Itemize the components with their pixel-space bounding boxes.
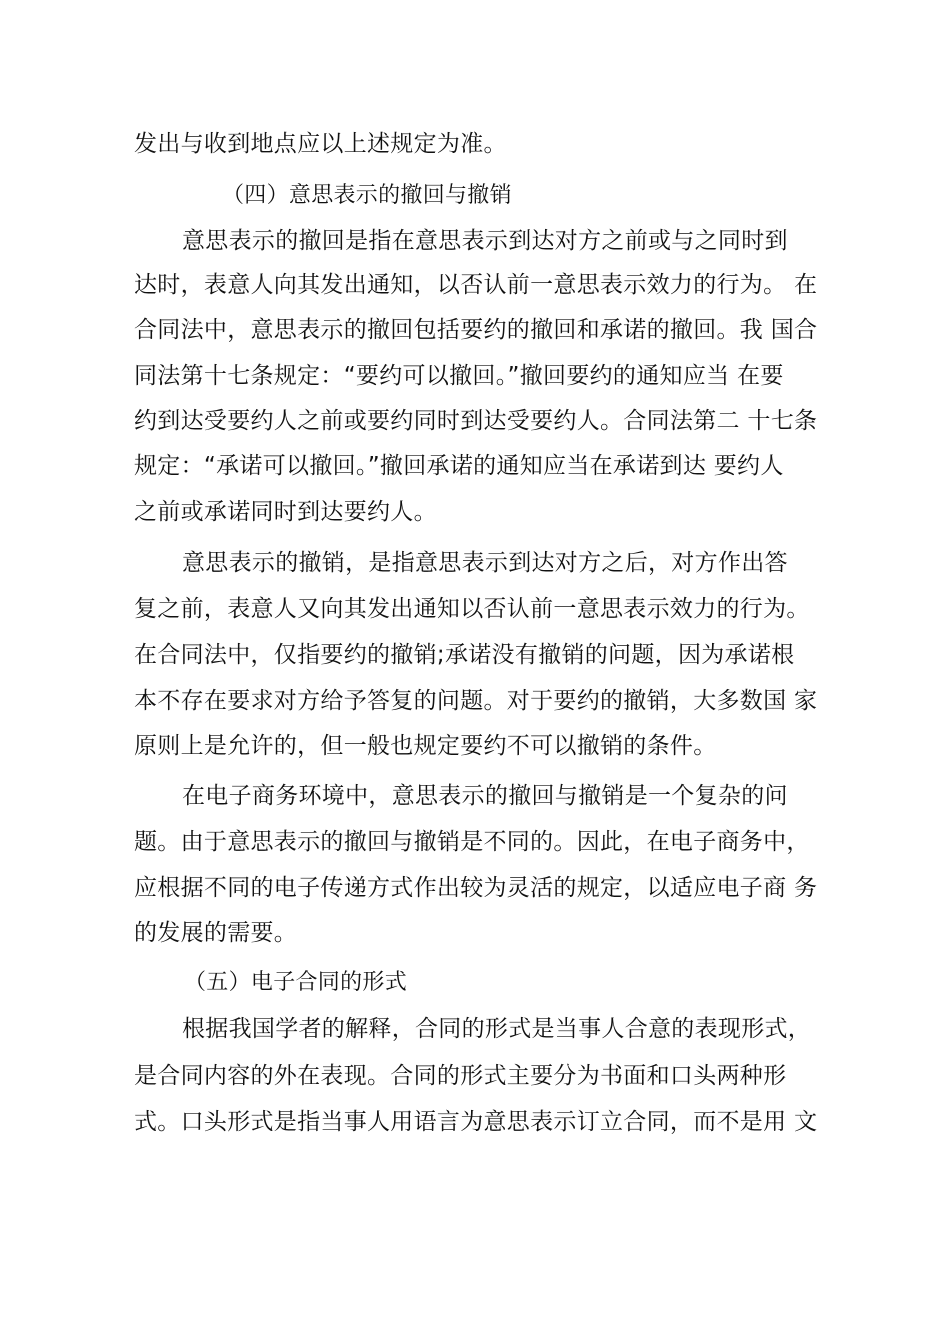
paragraph-line: 在电子商务环境中，意思表示的撤回与撤销是一个复杂的问 [182, 783, 788, 809]
paragraph-line: 是合同内容的外在表现。合同的形式主要分为书面和口头两种形 [134, 1063, 787, 1089]
paragraph-line: 式。口头形式是指当事人用语言为意思表示订立合同，而不是用 文 [134, 1109, 818, 1135]
paragraph-line: 的发展的需要。 [134, 920, 298, 946]
paragraph-line: 题。由于意思表示的撤回与撤销是不同的。因此，在电子商务中， [134, 829, 810, 855]
paragraph-line: 发出与收到地点应以上述规定为准。 [134, 131, 507, 157]
paragraph-line: 根据我国学者的解释，合同的形式是当事人合意的表现形式， [182, 1016, 812, 1042]
paragraph-line: 同法第十七条规定：“要约可以撤回。”撤回要约的通知应当 在要 [134, 363, 784, 389]
paragraph-line: 复之前，表意人又向其发出通知以否认前一意思表示效力的行为。 [134, 596, 810, 622]
paragraph-line: 意思表示的撤销，是指意思表示到达对方之后，对方作出答 [182, 550, 788, 576]
paragraph-line: 原则上是允许的，但一般也规定要约不可以撤销的条件。 [134, 733, 717, 759]
paragraph-line: 之前或承诺同时到达要约人。 [134, 499, 437, 525]
paragraph-line: 合同法中，意思表示的撤回包括要约的撤回和承诺的撤回。我 国合 [134, 317, 818, 343]
paragraph-line: 约到达受要约人之前或要约同时到达受要约人。合同法第二 十七条 [134, 408, 818, 434]
paragraph-line: 规定：“承诺可以撤回。”撤回承诺的通知应当在承诺到达 要约人 [134, 453, 784, 479]
paragraph-line: 在合同法中，仅指要约的撤销;承诺没有撤销的问题，因为承诺根 [134, 642, 795, 668]
paragraph-line: 本不存在要求对方给予答复的问题。对于要约的撤销，大多数国 家 [134, 688, 818, 714]
paragraph-line: 达时，表意人向其发出通知，以否认前一意思表示效力的行为。 在 [134, 272, 818, 298]
paragraph-line: 应根据不同的电子传递方式作出较为灵活的规定，以适应电子商 务 [134, 875, 818, 901]
section-heading-5: （五）电子合同的形式 [184, 970, 408, 995]
paragraph-line: 意思表示的撤回是指在意思表示到达对方之前或与之同时到 [182, 228, 788, 254]
section-heading-4: （四）意思表示的撤回与撤销 [222, 183, 512, 208]
